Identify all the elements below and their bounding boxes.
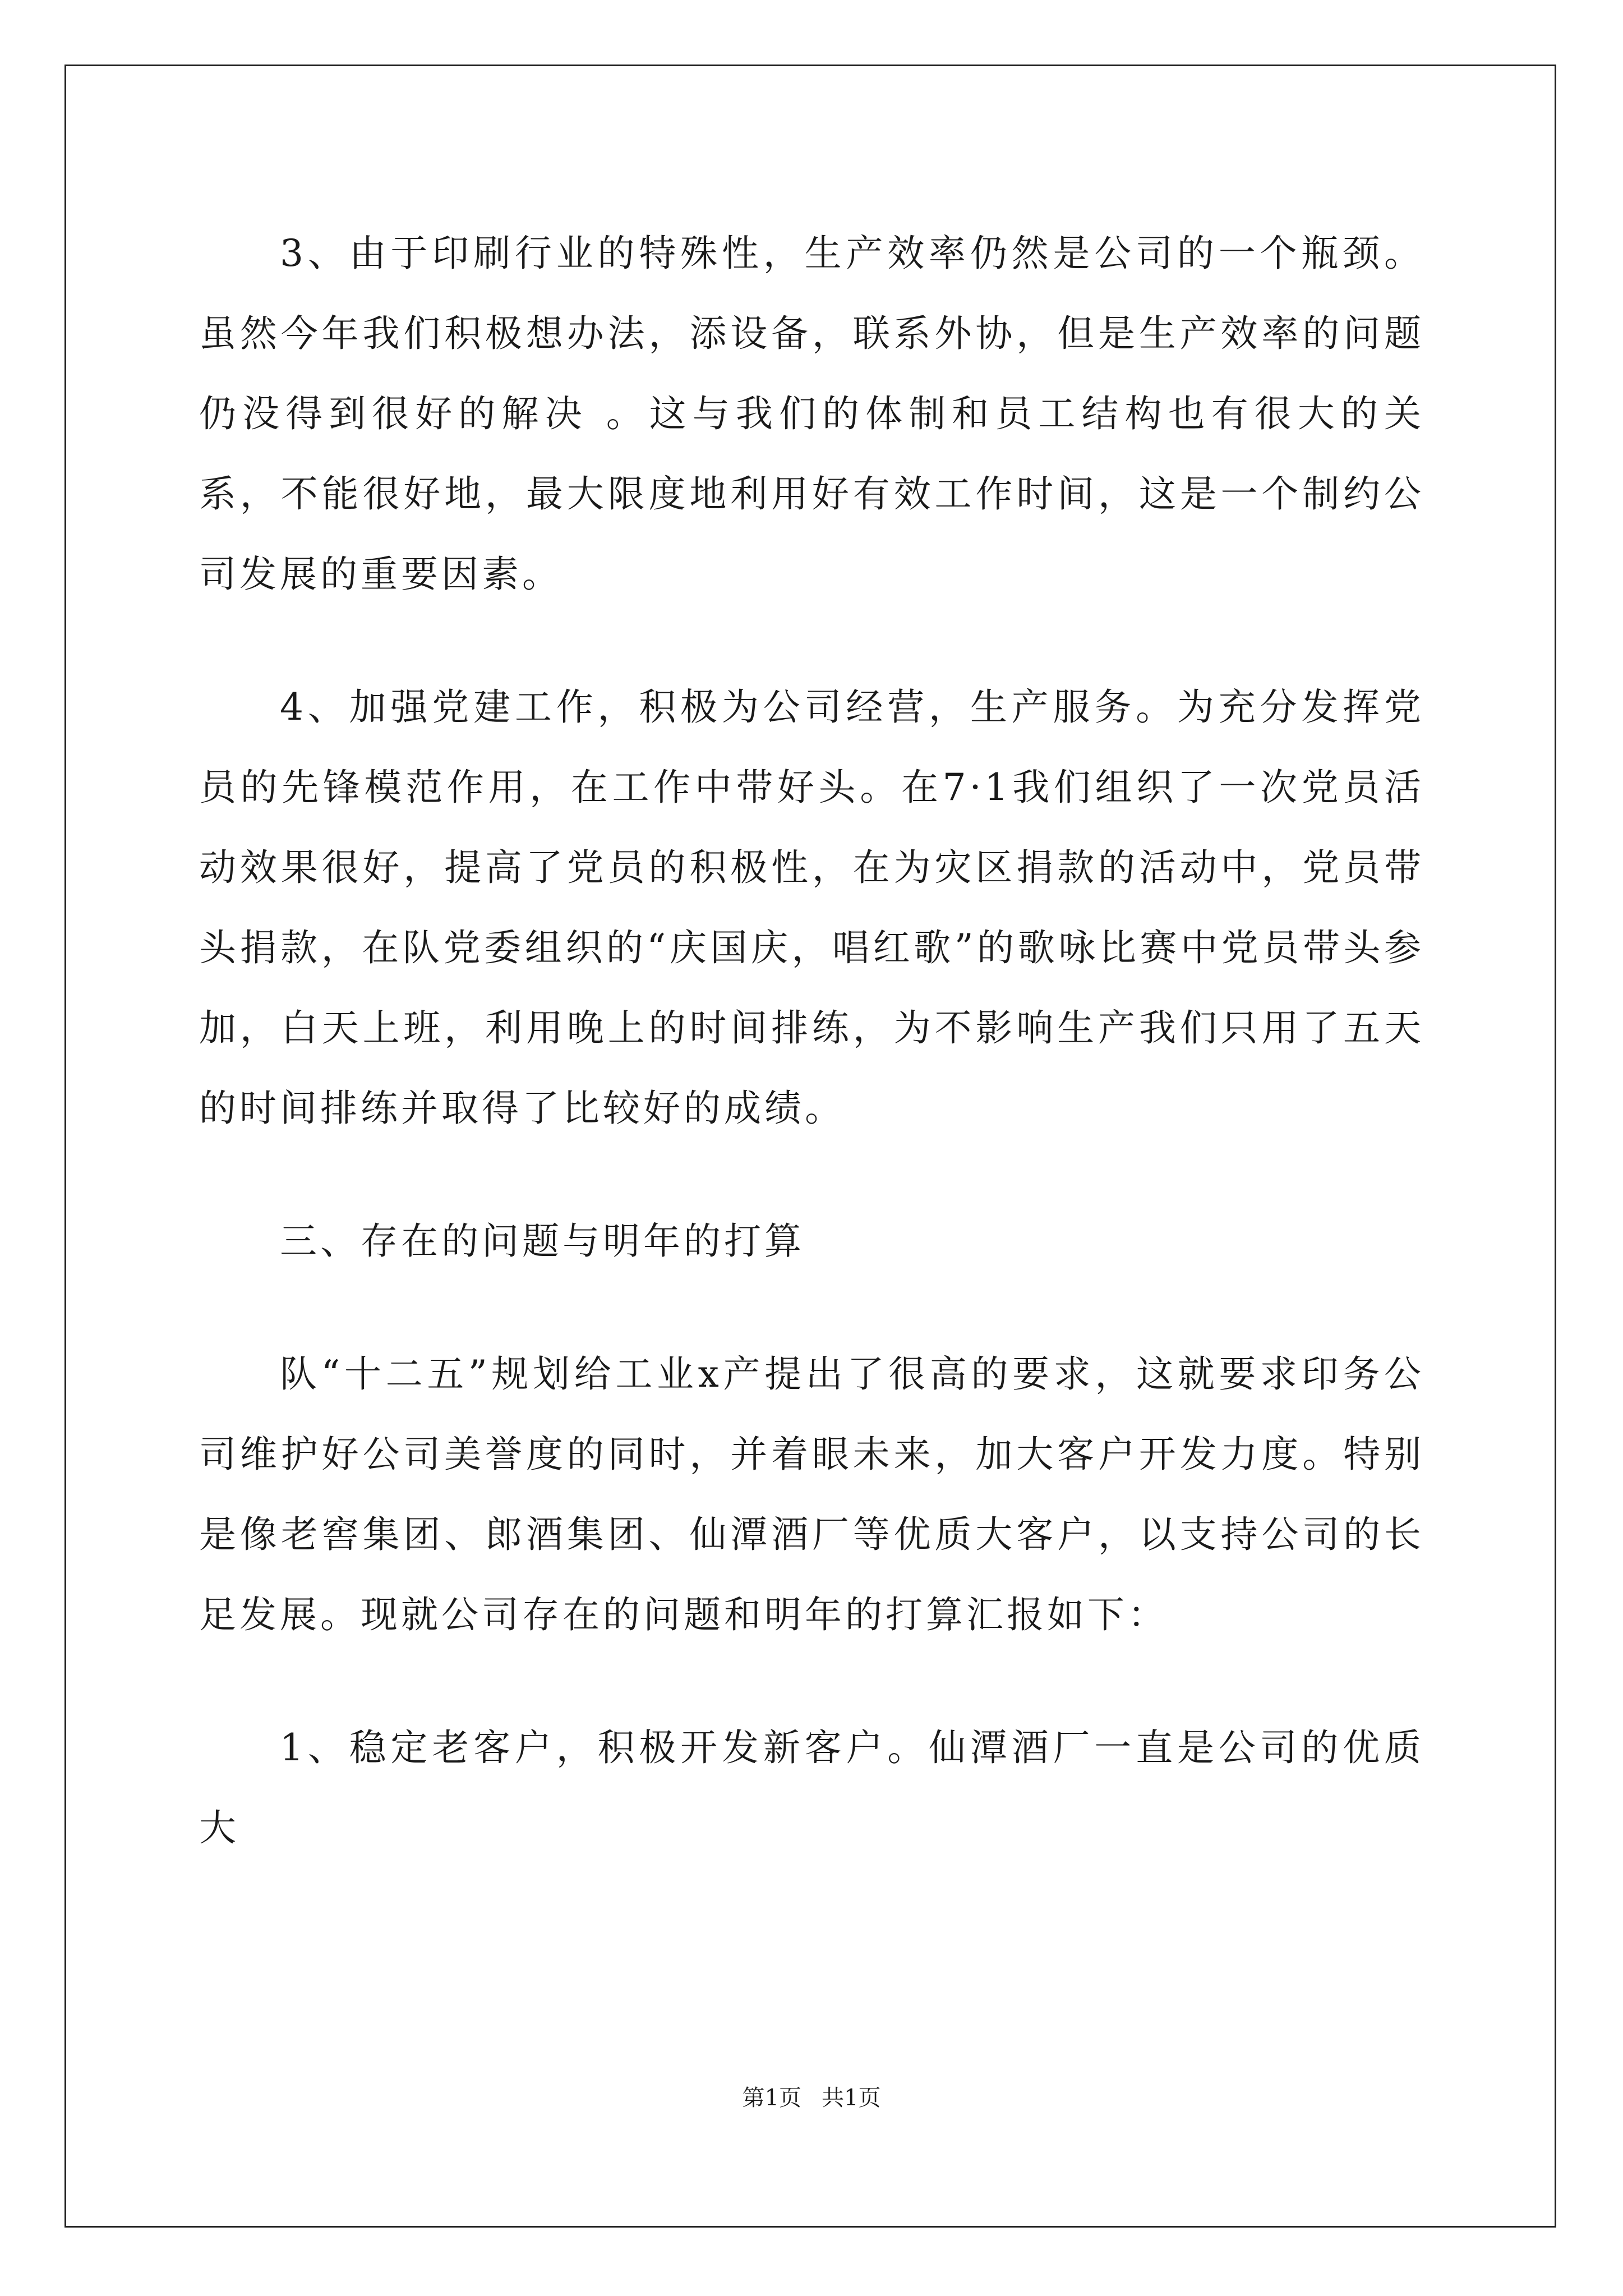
page-total: 共1页 [822, 2085, 881, 2111]
paragraph-item-1: 1、稳定老客户，积极开发新客户。仙潭酒厂一直是公司的优质大 [199, 1726, 1424, 1849]
document-body [199, 213, 1424, 1921]
section-heading: 三、存在的问题与明年的打算 [280, 1220, 805, 1263]
paragraph-item-4: 4、加强党建工作，积极为公司经营，生产服务。为充分发挥党员的先锋模范作用，在工作中带好头。在7·1我们组织了一次党员活动效果很好，提高了党员的积极性，在为灾区捐款的活动中，党员带头捐款，在队党委组织的“庆国庆，唱红歌”的歌咏比赛中党员带头参加，白天上班，利用晚上的时间排练，为不影响生产我们只用了五天的时间排练并取得了比较好的成绩。 [199, 685, 1424, 1130]
page-number: 第1页 [742, 2085, 801, 2111]
paragraph-intro: 队“十二五”规划给工业x产提出了很高的要求，这就要求印务公司维护好公司美誉度的同时，并着眼未来，加大客户开发力度。特别是像老窖集团、郎酒集团、仙潭酒厂等优质大客户，以支持公司的长足发展。现就公司存在的问题和明年的打算汇报如下： [199, 1352, 1424, 1636]
paragraph-item-3: 3、由于印刷行业的特殊性，生产效率仍然是公司的一个瓶颈。虽然今年我们积极想办法，添设备，联系外协，但是生产效率的问题仍没得到很好的解决 。这与我们的体制和员工结构也有很大的关系，不能很好地，最大限度地利用好有效工作时间，这是一个制约公司发展的重要因素。 [199, 232, 1424, 596]
page-footer [0, 2081, 1623, 2115]
